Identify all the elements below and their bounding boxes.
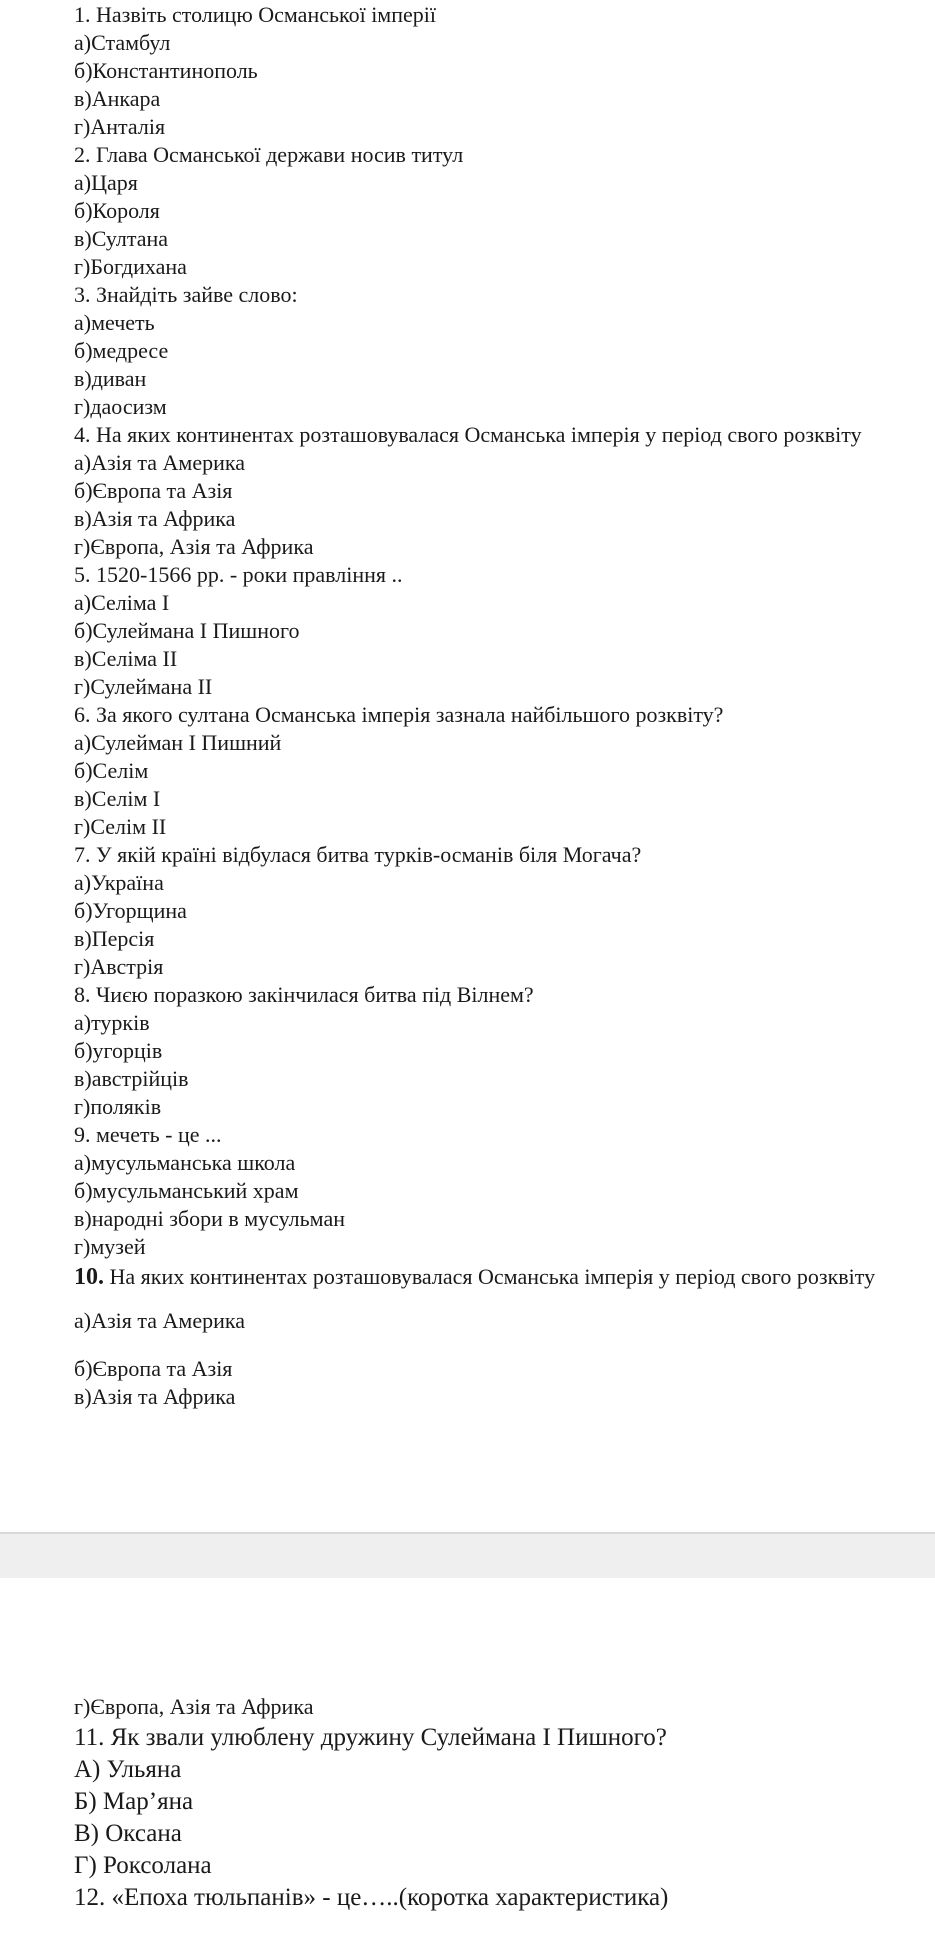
question-line: 8. Чиєю поразкою закінчилася битва під Вілнем? [74, 982, 534, 1007]
answer-line: б)Короля [74, 198, 160, 223]
answer-line: б)Сулеймана І Пишного [74, 618, 300, 643]
answer-line: г)музей [74, 1234, 146, 1259]
answer-line: в)Азія та Африка [74, 506, 236, 531]
answer-line: г)поляків [74, 1094, 162, 1119]
answer-line: г)Європа, Азія та Африка [74, 534, 314, 559]
answer-line: в)народні збори в мусульман [74, 1206, 345, 1231]
answer-line: б)Європа та Азія [74, 478, 233, 503]
answer-line: В) Оксана [74, 1820, 182, 1847]
page-1-text [74, 1, 875, 1411]
answer-line: г)Богдихана [74, 254, 187, 279]
question-line: 6. За якого султана Османська імперія зазнала найбільшого розквіту? [74, 702, 724, 727]
answer-line: а)Україна [74, 870, 164, 895]
question-text: На яких континентах розташовувалася Османська імперія у період свого розквіту [109, 1264, 876, 1289]
answer-line: а)мечеть [74, 310, 155, 335]
answer-line: б)Константинополь [74, 58, 258, 83]
answer-line: в)Султана [74, 226, 169, 251]
answer-line: в)диван [74, 366, 147, 391]
answer-line: б)угорців [74, 1038, 163, 1063]
answer-line: Б) Мар’яна [74, 1788, 194, 1815]
answer-line: г)Анталія [74, 114, 166, 139]
answer-line: г)Селім ІІ [74, 814, 167, 839]
answer-line: а)Азія та Америка [74, 450, 246, 475]
answer-line: в)Селім І [74, 786, 161, 811]
answer-line: Г) Роксолана [74, 1852, 212, 1879]
page-separator [0, 1532, 935, 1578]
answer-line: б)мусульманський храм [74, 1178, 299, 1203]
question-line: 1. Назвіть столицю Османської імперії [74, 2, 436, 27]
answer-line: А) Ульяна [74, 1756, 182, 1783]
question-line: 2. Глава Османської держави носив титул [74, 142, 464, 167]
answer-line: в)Персія [74, 926, 155, 951]
answer-line: а)турків [74, 1010, 150, 1035]
question-line: 4. На яких континентах розташовувалася Османська імперія у період свого розквіту [74, 422, 862, 447]
answer-line: а)Селіма І [74, 590, 170, 615]
answer-line: г)даосизм [74, 394, 167, 419]
document-page-2 [0, 1578, 935, 1956]
answer-line: в)Селіма ІІ [74, 646, 178, 671]
page-2-text [74, 1692, 668, 1914]
answer-line: г)Сулеймана ІІ [74, 674, 213, 699]
question-10-answer-g: г)Європа, Азія та Африка [74, 1694, 314, 1719]
answer-line: а)Царя [74, 170, 138, 195]
answer-line: г)Австрія [74, 954, 164, 979]
answer-line: б)медресе [74, 338, 169, 363]
question-line: 11. Як звали улюблену дружину Сулеймана І Пишного? [74, 1724, 667, 1751]
question-number: 10. [74, 1264, 104, 1290]
answer-line: в)австрійців [74, 1066, 189, 1091]
question-line: 12. «Епоха тюльпанів» - це…..(коротка характеристика) [74, 1884, 669, 1911]
question-line: 5. 1520-1566 рр. - роки правління .. [74, 562, 403, 587]
question-10-line [74, 1261, 875, 1293]
answer-line: а)мусульманська школа [74, 1150, 296, 1175]
answer-line: б)Угорщина [74, 898, 187, 923]
question-line: 3. Знайдіть зайве слово: [74, 282, 298, 307]
question-line: 7. У якій країні відбулася битва турків-османів біля Могача? [74, 842, 642, 867]
answer-line: в)Анкара [74, 86, 161, 111]
answer-line: а)Азія та Америка [74, 1308, 246, 1333]
answer-line: а)Стамбул [74, 30, 171, 55]
answer-line: б)Європа та Азія [74, 1356, 233, 1381]
answer-line: б)Селім [74, 758, 149, 783]
answer-line: в)Азія та Африка [74, 1384, 236, 1409]
question-line: 9. мечеть - це ... [74, 1122, 222, 1147]
answer-line: а)Сулейман І Пишний [74, 730, 282, 755]
